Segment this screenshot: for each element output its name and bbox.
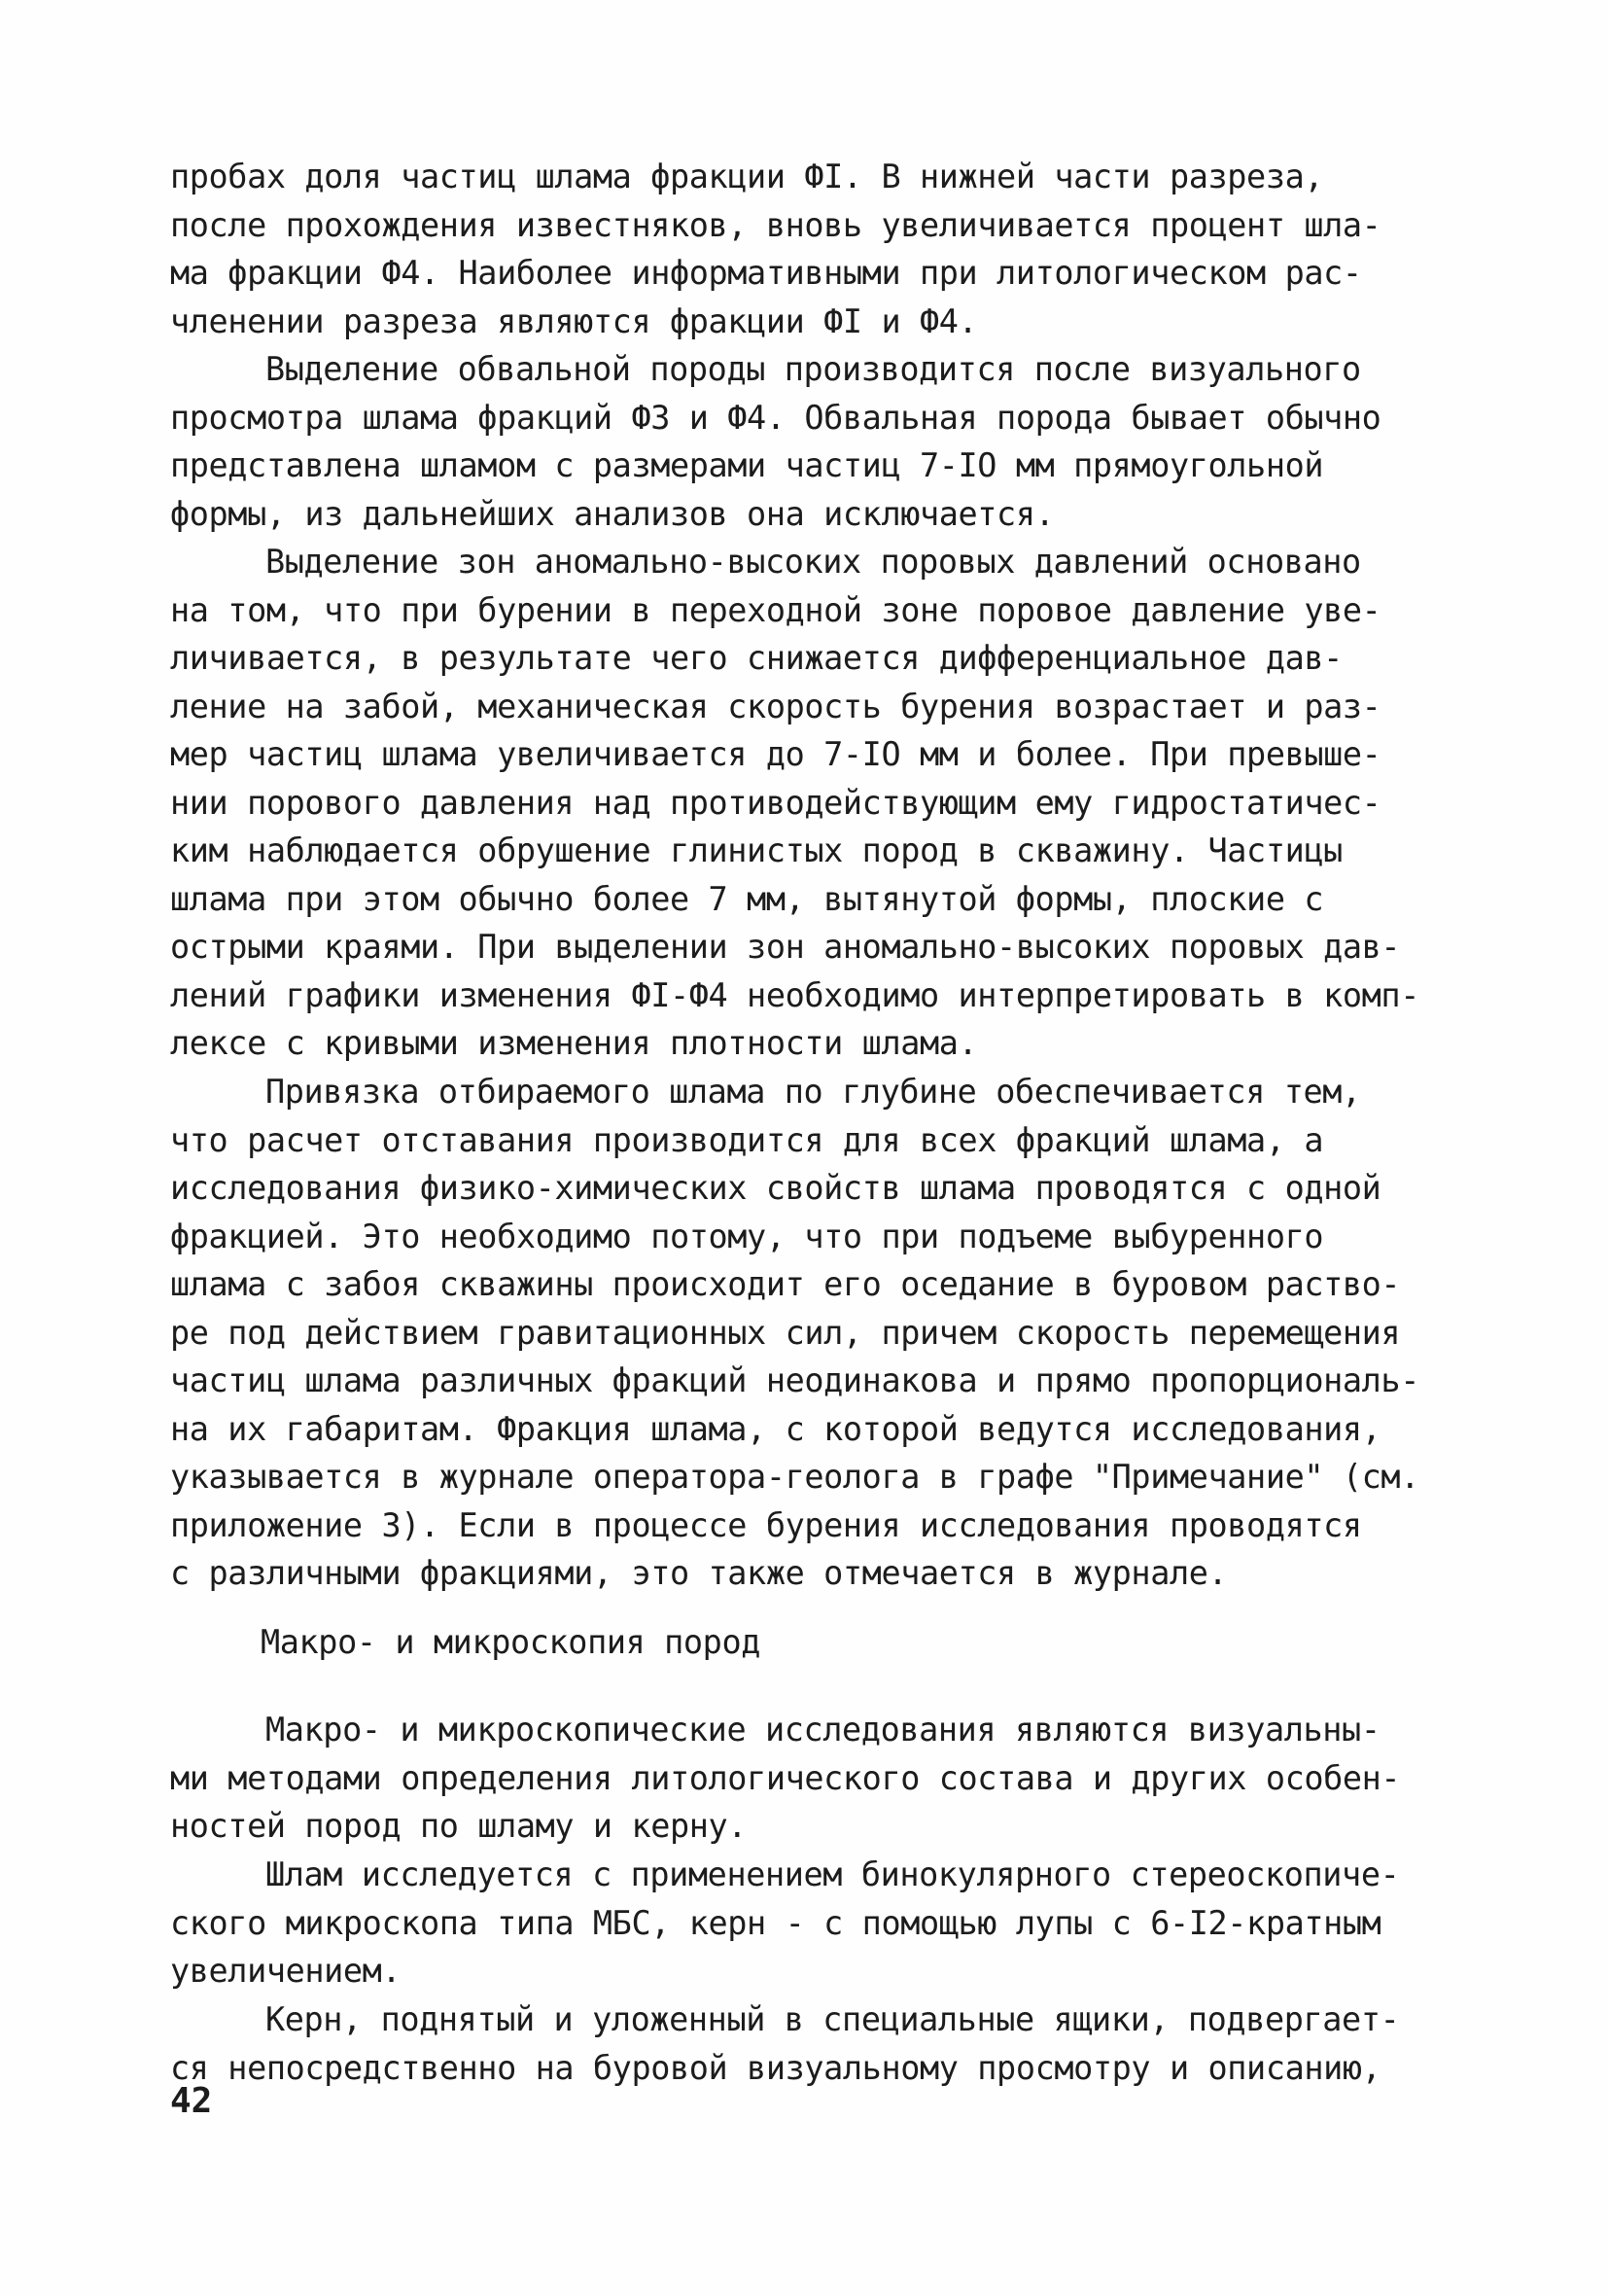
text-line: исследования физико-химических свойств шлама проводятся с одной <box>170 1169 1381 1207</box>
text-line: ре под действием гравитационных сил, причем скорость перемещения <box>170 1313 1401 1352</box>
text-line: после прохождения известняков, вновь увеличивается процент шла- <box>170 205 1381 244</box>
text-line: ление на забой, механическая скорость бурения возрастает и раз- <box>170 687 1381 725</box>
text-line: Привязка отбираемого шлама по глубине обеспечивается тем, <box>265 1073 1361 1111</box>
text-line: шлама при этом обычно более 7 мм, вытянутой формы, плоские с <box>170 879 1324 918</box>
text-line: мер частиц шлама увеличивается до 7-IO мм и более. При превыше- <box>170 735 1381 773</box>
text-line: Керн, поднятый и уложенный в специальные ящики, подвергает- <box>265 2000 1400 2038</box>
text-line: приложение 3). Если в процессе бурения исследования проводятся <box>170 1505 1362 1544</box>
section-heading: Макро- и микроскопия пород <box>261 1623 760 1661</box>
text-line: на том, что при бурении в переходной зоне поровое давление уве- <box>170 590 1381 629</box>
text-line: увеличением. <box>170 1952 402 1990</box>
text-line: ким наблюдается обрушение глинистых пород в скважину. Частицы <box>170 831 1343 869</box>
text-line: лений графики изменения ФI-Ф4 необходимо интерпретировать в комп- <box>170 975 1419 1014</box>
text-line: ся непосредственно на буровой визуальному просмотру и описанию, <box>170 2048 1381 2087</box>
text-line: ми методами определения литологического состава и других особен- <box>170 1758 1401 1797</box>
text-line: ского микроскопа типа МБС, керн - с помощью лупы с 6-I2-кратным <box>170 1903 1381 1942</box>
paragraph-3 <box>170 538 1444 1068</box>
paragraph-4 <box>170 1068 1444 1598</box>
text-line: указывается в журнале оператора-геолога в графе "Примечание" (см. <box>170 1458 1419 1496</box>
paragraph-7 <box>170 1996 1444 2092</box>
paragraph-1 <box>170 153 1444 345</box>
text-line: на их габаритам. Фракция шлама, с которой ведутся исследования, <box>170 1409 1381 1448</box>
page-number: 42 <box>170 2081 213 2121</box>
text-line: членении разреза являются фракции ФI и Ф4. <box>170 301 978 340</box>
text-line: ностей пород по шламу и керну. <box>170 1807 748 1845</box>
text-line: личивается, в результате чего снижается дифференциальное дав- <box>170 639 1343 677</box>
text-line: Макро- и микроскопические исследования являются визуальны- <box>265 1711 1381 1748</box>
text-line: шлама с забоя скважины происходит его оседание в буровом раство- <box>170 1265 1401 1303</box>
text-line: острыми краями. При выделении зон аномально-высоких поровых дав- <box>170 928 1401 966</box>
paragraph-2 <box>170 345 1444 538</box>
text-line: что расчет отставания производится для всех фракций шлама, а <box>170 1120 1324 1159</box>
text-line: с различными фракциями, это также отмечается в журнале. <box>170 1554 1228 1592</box>
text-line: Шлам исследуется с применением бинокулярного стереоскопиче- <box>265 1855 1400 1893</box>
text-line: фракцией. Это необходимо потому, что при подъеме выбуренного <box>170 1217 1324 1255</box>
text-line: представлена шламом с размерами частиц 7-IO мм прямоугольной <box>170 446 1324 484</box>
text-line: нии порового давления над противодействующим ему гидростатичес- <box>170 783 1381 822</box>
text-line: просмотра шлама фракций Ф3 и Ф4. Обвальная порода бывает обычно <box>170 398 1381 437</box>
text-line: пробах доля частиц шлама фракции ФI. В нижней части разреза, <box>170 158 1324 195</box>
text-line: Выделение обвальной породы производится после визуального <box>265 350 1361 388</box>
paragraph-6 <box>170 1851 1444 1996</box>
text-line: формы, из дальнейших анализов она исключается. <box>170 494 1055 533</box>
text-line: частиц шлама различных фракций неодинакова и прямо пропорциональ- <box>170 1361 1419 1399</box>
paragraph-5 <box>170 1706 1444 1851</box>
text-line: лексе с кривыми изменения плотности шлама. <box>170 1024 978 1062</box>
text-line: ма фракции Ф4. Наиболее информативными при литологическом рас- <box>170 254 1362 292</box>
text-line: Выделение зон аномально-высоких поровых давлений основано <box>265 543 1361 581</box>
